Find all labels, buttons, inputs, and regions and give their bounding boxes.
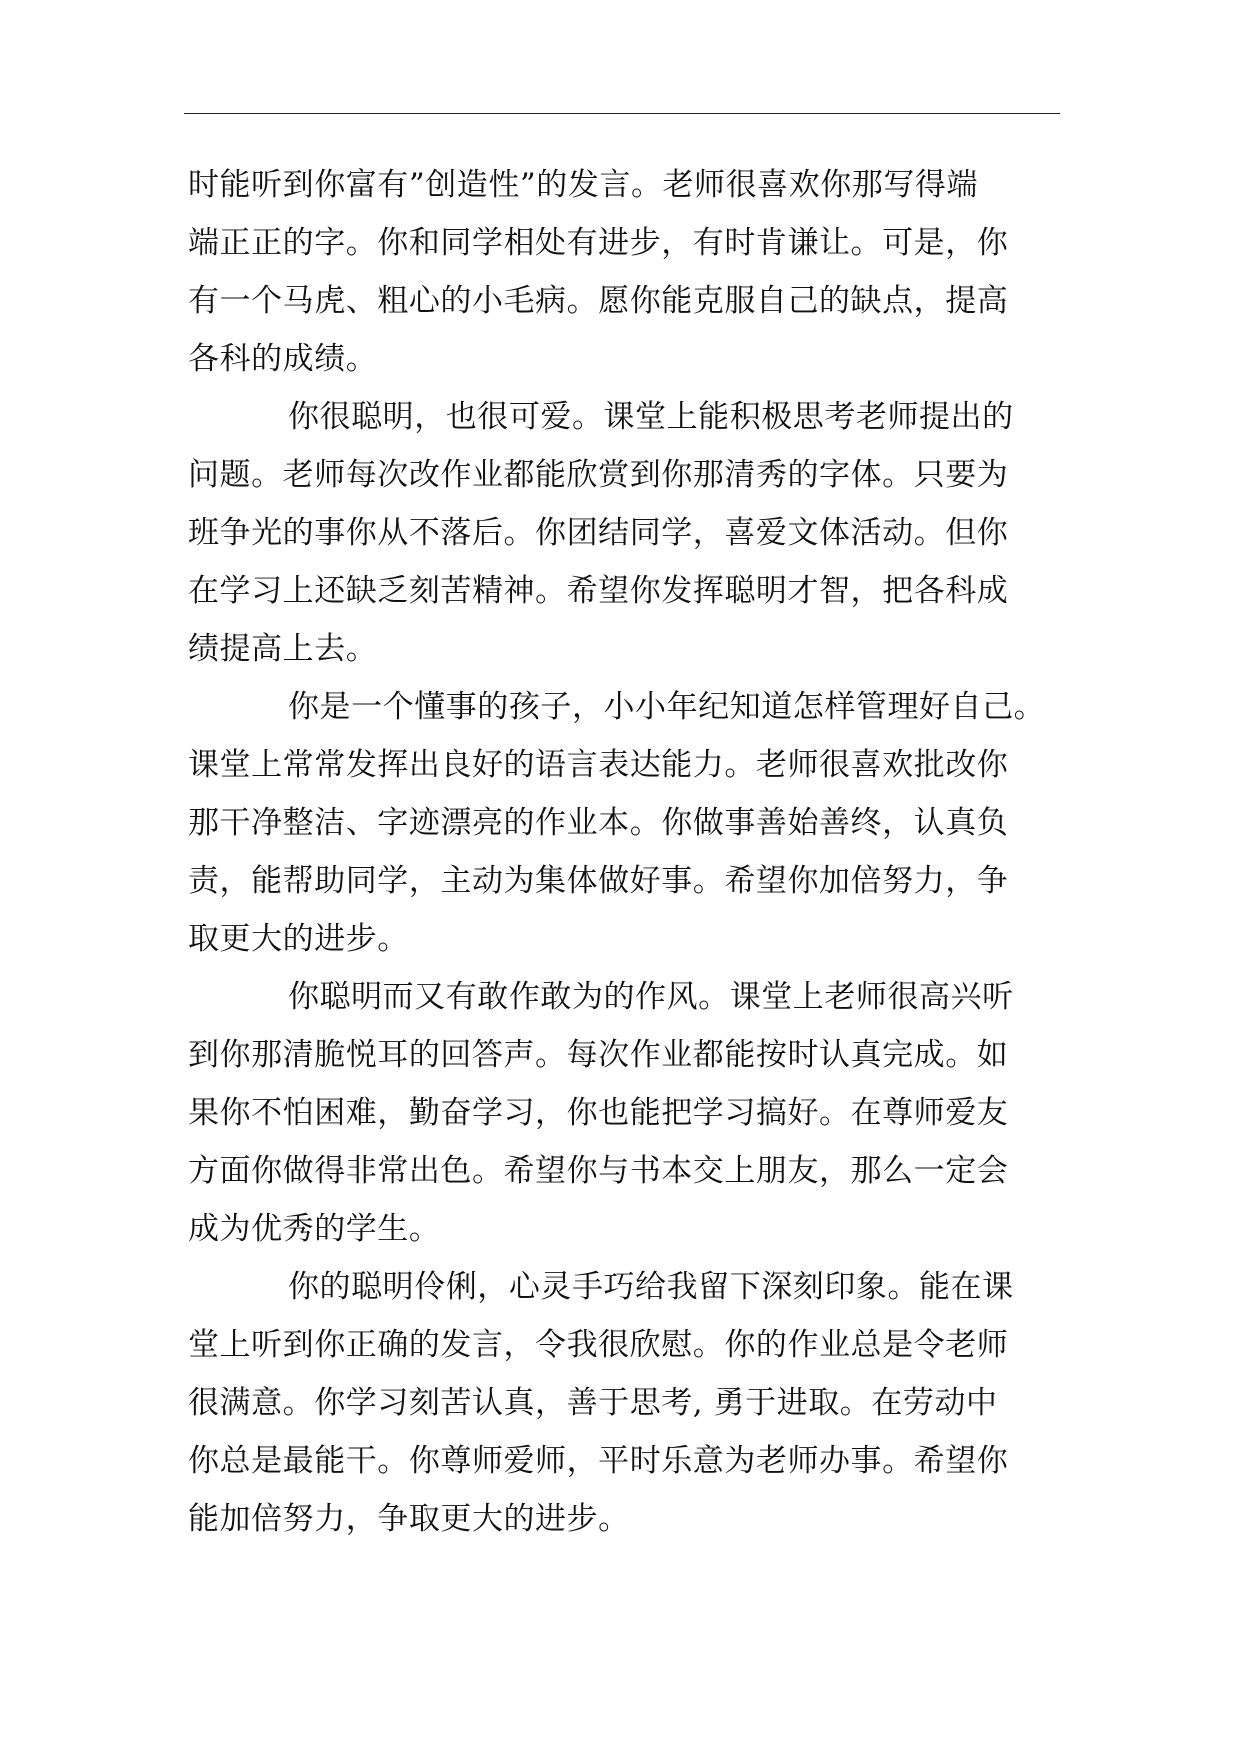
- text-line: 到你那清脆悦耳的回答声。每次作业都能按时认真完成。如: [188, 1037, 1009, 1073]
- text-line: 你总是最能干。你尊师爱师，平时乐意为老师办事。希望你: [188, 1443, 1009, 1479]
- paragraph-5: [188, 1258, 1088, 1548]
- text-line: 时能听到你富有”创造性”的发言。老师很喜欢你那写得端: [188, 167, 978, 203]
- text-line: 课堂上常常发挥出良好的语言表达能力。老师很喜欢批改你: [188, 747, 1009, 783]
- text-line: 那干净整洁、字迹漂亮的作业本。你做事善始善终，认真负: [188, 805, 1009, 841]
- text-line: 取更大的进步。: [188, 921, 409, 957]
- paragraph-4: [188, 968, 1088, 1258]
- text-line: 果你不怕困难，勤奋学习，你也能把学习搞好。在尊师爱友: [188, 1095, 1009, 1131]
- text-line: 有一个马虎、粗心的小毛病。愿你能克服自己的缺点，提高: [188, 283, 1009, 319]
- text-line: 问题。老师每次改作业都能欣赏到你那清秀的字体。只要为: [188, 457, 1009, 493]
- text-line: 能加倍努力，争取更大的进步。: [188, 1501, 630, 1537]
- text-line: 你很聪明，也很可爱。课堂上能积极思考老师提出的: [288, 399, 1014, 435]
- header-rule: [184, 113, 1060, 114]
- text-line: 你聪明而又有敢作敢为的作风。课堂上老师很高兴听: [288, 979, 1014, 1015]
- text-line: 很满意。你学习刻苦认真，善于思考, 勇于进取。在劳动中: [188, 1385, 998, 1421]
- text-line: 班争光的事你从不落后。你团结同学，喜爱文体活动。但你: [188, 515, 1009, 551]
- paragraph-2: [188, 388, 1088, 678]
- body-text: [188, 156, 1088, 1548]
- text-line: 堂上听到你正确的发言，令我很欣慰。你的作业总是令老师: [188, 1327, 1009, 1363]
- text-line: 成为优秀的学生。: [188, 1211, 441, 1247]
- text-line: 在学习上还缺乏刻苦精神。希望你发挥聪明才智，把各科成: [188, 573, 1009, 609]
- text-line: 方面你做得非常出色。希望你与书本交上朋友，那么一定会: [188, 1153, 1009, 1189]
- text-line: 各科的成绩。: [188, 341, 378, 377]
- text-line: 绩提高上去。: [188, 631, 378, 667]
- paragraph-3: [188, 678, 1088, 968]
- text-line: 你是一个懂事的孩子，小小年纪知道怎样管理好自己。: [288, 689, 1046, 725]
- text-line: 责，能帮助同学，主动为集体做好事。希望你加倍努力，争: [188, 863, 1009, 899]
- text-line: 端正正的字。你和同学相处有进步，有时肯谦让。可是，你: [188, 225, 1009, 261]
- paragraph-1: [188, 156, 1088, 388]
- text-line: 你的聪明伶俐，心灵手巧给我留下深刻印象。能在课: [288, 1269, 1014, 1305]
